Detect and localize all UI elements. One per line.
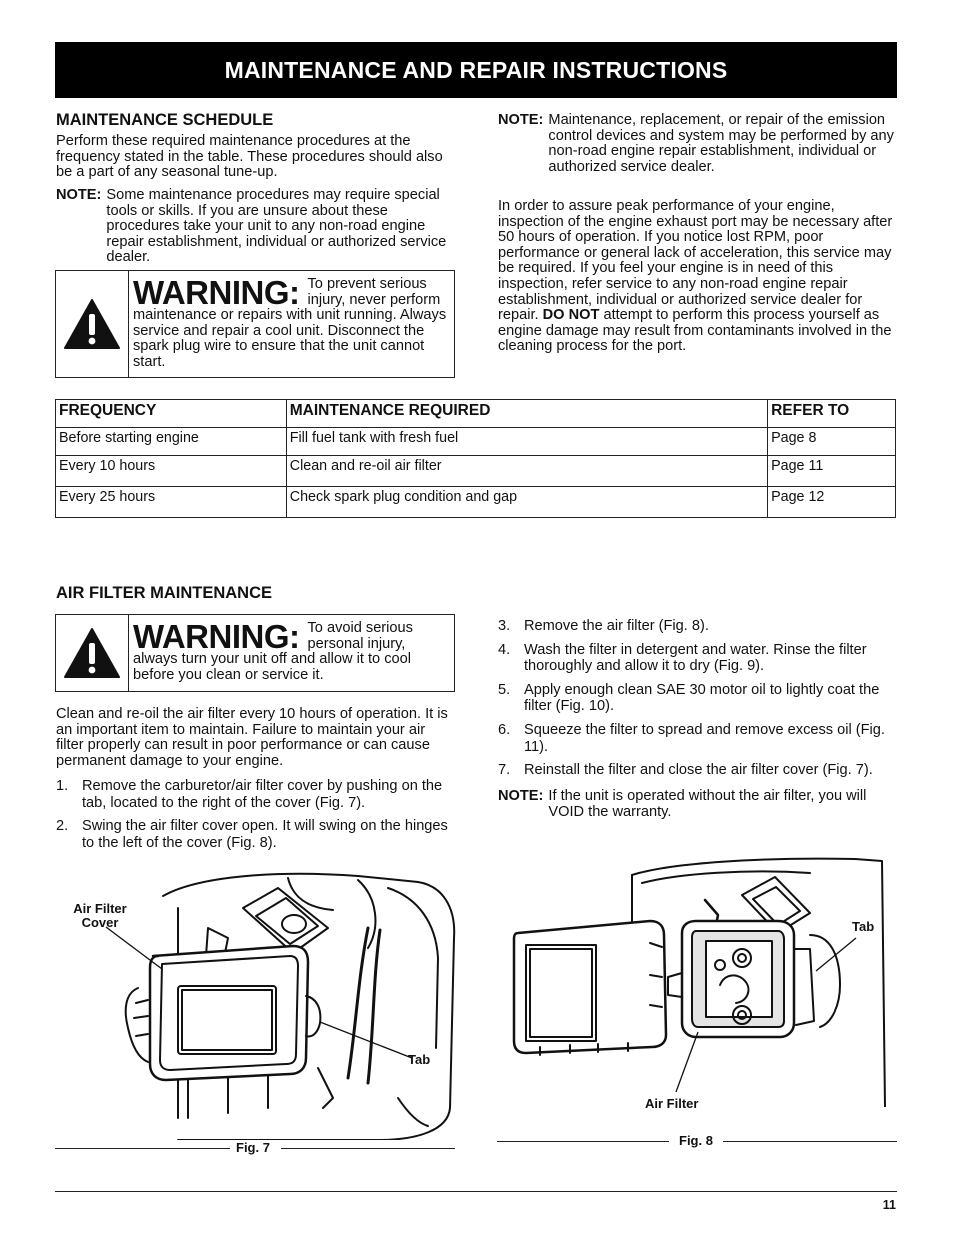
air-filter-heading: AIR FILTER MAINTENANCE [56, 584, 273, 602]
table-cell: Page 8 [768, 428, 896, 456]
step-text: Swing the air filter cover open. It will swing on the hinges to the left of the cover (Fig. 8). [82, 818, 448, 851]
exhaust-port-paragraph [498, 199, 896, 355]
maintenance-schedule-heading: MAINTENANCE SCHEDULE [56, 111, 274, 129]
fig7-illustration [118, 868, 458, 1140]
footer-rule [55, 1191, 897, 1192]
warning-word: WARNING: [133, 618, 300, 655]
list-item [498, 762, 898, 779]
step-text: Apply enough clean SAE 30 motor oil to lightly coat the filter (Fig. 10). [524, 681, 880, 715]
page-number: 11 [882, 1198, 896, 1212]
emission-note [498, 113, 896, 175]
table-row [56, 487, 896, 518]
table-header-row [56, 400, 896, 428]
step-number: 4. [498, 641, 511, 658]
list-item [56, 818, 456, 851]
table-cell: Check spark plug condition and gap [286, 487, 767, 518]
step-text: Reinstall the filter and close the air filter cover (Fig. 7). [524, 762, 873, 779]
step-number: 6. [498, 721, 511, 738]
note-label: NOTE: [498, 112, 544, 128]
note-label: NOTE: [498, 788, 544, 804]
warning-cell [56, 615, 129, 691]
section-banner: MAINTENANCE AND REPAIR INSTRUCTIONS [55, 42, 897, 98]
table-cell: Fill fuel tank with fresh fuel [286, 428, 767, 456]
note-text: If the unit is operated without the air filter, you will VOID the warranty. [548, 788, 867, 820]
table-cell: Before starting engine [56, 428, 287, 456]
fig8-rule-right [723, 1141, 897, 1142]
warning-text-block [129, 615, 454, 691]
fig7-label-tab: Tab [408, 1052, 431, 1067]
fig7-leader-cover [100, 925, 180, 975]
warning-text: To avoid serious personal injury, always turn your unit off and allow it to cool before you clean or service it. [133, 620, 413, 683]
note-text: Some maintenance procedures may require special tools or skills. If you are unsure about these procedures take your unit to any non-road engine repair establishment, individual or authorized service dealer. [106, 187, 447, 266]
paragraph-text: In order to assure peak performance of your engine, inspection of the engine exhaust port may be necessary after 50 hours of operation. If you notice lost RPM, poor performance or general lack of acceleration, this service may be required. If you feel your engine is in need of this inspection, refer service to any non-road engine repair establishment, individual or authorized service dealer for repair. [498, 198, 893, 324]
fig8-label-filter: Air Filter [645, 1096, 699, 1111]
table-row [56, 456, 896, 487]
list-item [498, 722, 898, 755]
warning-box-service [55, 270, 455, 378]
warranty-note [498, 789, 896, 820]
fig8-caption: Fig. 8 [679, 1133, 713, 1148]
warning-triangle-icon [63, 627, 121, 679]
fig7-leader-tab [318, 1016, 418, 1064]
step-text: Remove the carburetor/air filter cover by pushing on the tab, located to the right of the cover (Fig. 7). [82, 778, 443, 811]
fig7-label-cover: Air Filter Cover [73, 901, 127, 930]
fig8-rule-left [497, 1141, 669, 1142]
fig7-rule-left [55, 1148, 230, 1149]
list-item [56, 778, 456, 811]
table-cell: Clean and re-oil air filter [286, 456, 767, 487]
warning-text-block [129, 271, 454, 377]
step-text: Squeeze the filter to spread and remove excess oil (Fig. 11). [524, 721, 885, 755]
note-text: Maintenance, replacement, or repair of the emission control devices and system may be performed by any non-road engine repair establishment, individual or authorized service dealer. [548, 112, 894, 175]
step-number: 1. [56, 778, 69, 794]
table-cell: Every 25 hours [56, 487, 287, 518]
fig8-label-tab: Tab [852, 919, 875, 934]
step-number: 7. [498, 762, 511, 779]
step-number: 3. [498, 618, 511, 634]
warning-cell [56, 271, 129, 377]
fig7-rule-right [281, 1148, 455, 1149]
maintenance-note [56, 188, 452, 266]
maintenance-table [55, 399, 896, 518]
table-cell: Page 12 [768, 487, 896, 518]
list-item [498, 618, 898, 635]
warning-triangle-icon [63, 298, 121, 350]
step-text: Remove the air filter (Fig. 8). [524, 618, 709, 634]
list-item [498, 642, 898, 675]
list-item [498, 682, 898, 715]
header-refer: REFER TO [768, 400, 896, 428]
warning-word: WARNING: [133, 274, 300, 311]
table-row [56, 428, 896, 456]
note-label: NOTE: [56, 187, 102, 203]
fig8-leader-filter [672, 1028, 702, 1096]
fig7-caption: Fig. 7 [236, 1140, 270, 1155]
step-number: 5. [498, 681, 511, 698]
steps-right [498, 618, 898, 786]
do-not-emphasis: DO NOT [542, 307, 600, 324]
header-maintenance: MAINTENANCE REQUIRED [286, 400, 767, 428]
warning-box-air-filter [55, 614, 455, 692]
table-cell: Every 10 hours [56, 456, 287, 487]
maintenance-intro: Perform these required maintenance procedures at the frequency stated in the table. These procedures should also be a part of any seasonal tune-up. [56, 133, 443, 181]
steps-left [56, 778, 456, 858]
air-filter-intro: Clean and re-oil the air filter every 10 hours of operation. It is an important item to maintain. Failure to maintain your air filter properly can result in poor performance or can cause permanent damage to your engine. [56, 706, 448, 769]
header-frequency: FREQUENCY [56, 400, 287, 428]
step-number: 2. [56, 818, 69, 835]
fig8-leader-tab [812, 935, 862, 975]
step-text: Wash the filter in detergent and water. Rinse the filter thoroughly and allow it to dry (Fig. 9). [524, 641, 867, 675]
paragraph-text-end: attempt to perform this process yourself as engine damage may result from contaminants involved in the cleaning process for the port. [498, 307, 892, 355]
warning-text: To prevent serious injury, never perform maintenance or repairs with unit running. Always service and repair a cool unit. Disconnect the spark plug wire to ensure that the unit cannot start. [133, 276, 447, 370]
table-cell: Page 11 [768, 456, 896, 487]
